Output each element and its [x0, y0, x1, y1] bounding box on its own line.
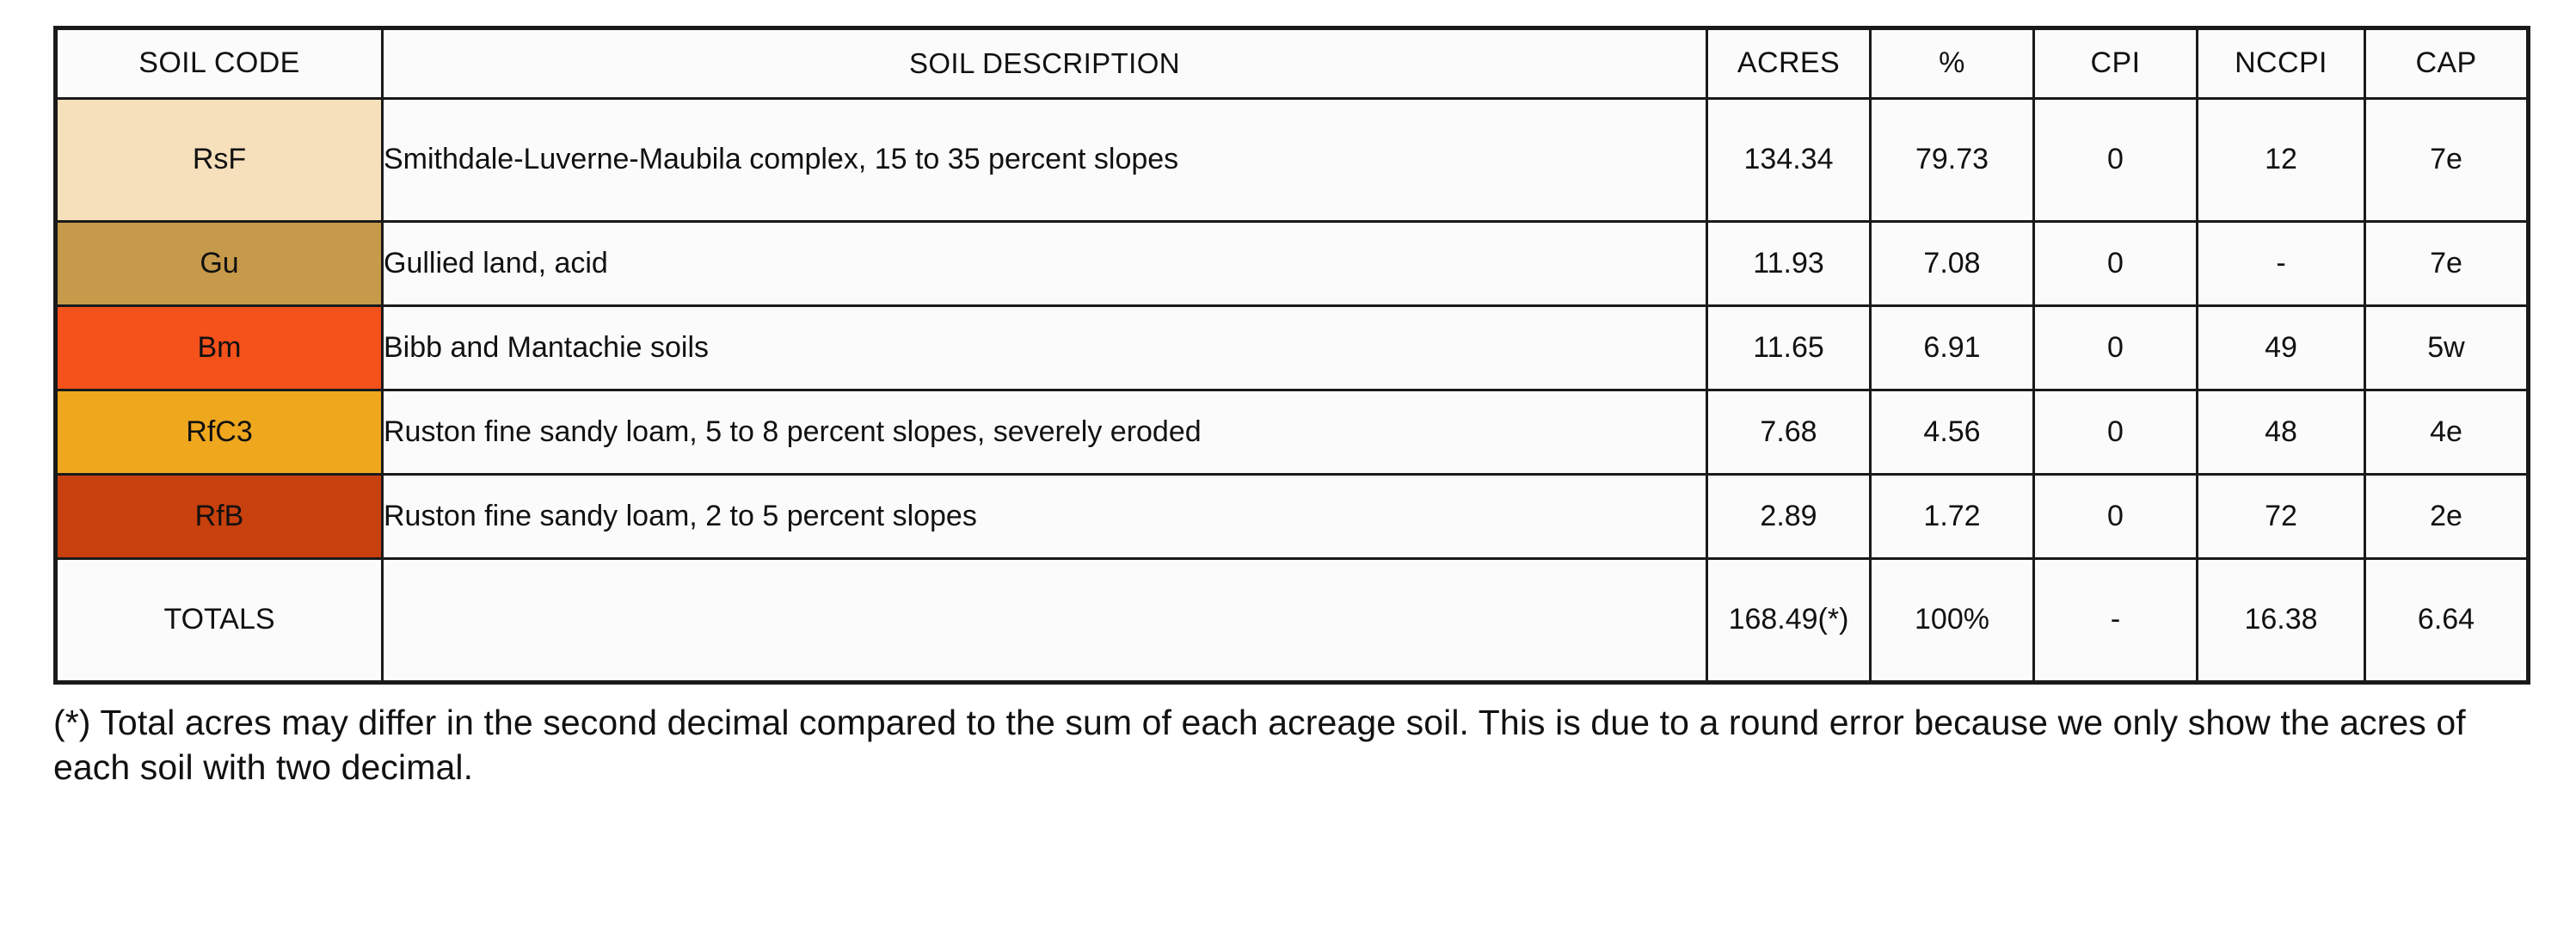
cap-cell: 7e — [2365, 222, 2529, 306]
table-row-totals — [56, 559, 2529, 683]
cap-cell: 7e — [2365, 99, 2529, 222]
percent-cell: 79.73 — [1871, 99, 2034, 222]
percent-cell: 4.56 — [1871, 390, 2034, 475]
soil-description-cell: Bibb and Mantachie soils — [383, 306, 1707, 390]
cap-cell: 5w — [2365, 306, 2529, 390]
table-row — [56, 222, 2529, 306]
soil-code-swatch-cell: RfC3 — [56, 390, 383, 475]
nccpi-cell: - — [2198, 222, 2365, 306]
table-header-row — [56, 28, 2529, 99]
totals-label-cell: TOTALS — [56, 559, 383, 683]
soil-code-swatch-cell: RfB — [56, 475, 383, 559]
cpi-cell: 0 — [2034, 390, 2198, 475]
soil-code-swatch-cell: Gu — [56, 222, 383, 306]
percent-cell: 1.72 — [1871, 475, 2034, 559]
acres-cell: 134.34 — [1707, 99, 1871, 222]
totals-acres-cell: 168.49(*) — [1707, 559, 1871, 683]
cpi-cell: 0 — [2034, 475, 2198, 559]
footnote-text: (*) Total acres may differ in the second decimal compared to the sum of each acreage soil. This is due to a round error because we only show the acres of each soil with two decimal. — [53, 703, 2466, 788]
percent-cell: 6.91 — [1871, 306, 2034, 390]
nccpi-cell: 12 — [2198, 99, 2365, 222]
table-row — [56, 99, 2529, 222]
acres-cell: 2.89 — [1707, 475, 1871, 559]
nccpi-cell: 48 — [2198, 390, 2365, 475]
column-header-soil-code: SOIL CODE — [56, 28, 383, 99]
column-header-nccpi: NCCPI — [2198, 28, 2365, 99]
totals-nccpi-cell: 16.38 — [2198, 559, 2365, 683]
column-header-soil-description: SOIL DESCRIPTION — [383, 28, 1707, 99]
table-row — [56, 475, 2529, 559]
table-header — [56, 28, 2529, 99]
soil-description-cell: Ruston fine sandy loam, 2 to 5 percent slopes — [383, 475, 1707, 559]
column-header-acres: ACRES — [1707, 28, 1871, 99]
column-header-cap: CAP — [2365, 28, 2529, 99]
acres-cell: 7.68 — [1707, 390, 1871, 475]
soil-summary-table — [53, 26, 2530, 685]
percent-cell: 7.08 — [1871, 222, 2034, 306]
cpi-cell: 0 — [2034, 99, 2198, 222]
nccpi-cell: 49 — [2198, 306, 2365, 390]
nccpi-cell: 72 — [2198, 475, 2365, 559]
totals-cap-cell: 6.64 — [2365, 559, 2529, 683]
cap-cell: 2e — [2365, 475, 2529, 559]
soil-code-swatch-cell: Bm — [56, 306, 383, 390]
table-row — [56, 390, 2529, 475]
acres-cell: 11.65 — [1707, 306, 1871, 390]
soil-description-cell: Ruston fine sandy loam, 5 to 8 percent slopes, severely eroded — [383, 390, 1707, 475]
table-row — [56, 306, 2529, 390]
totals-description-cell — [383, 559, 1707, 683]
column-header-percent: % — [1871, 28, 2034, 99]
cap-cell: 4e — [2365, 390, 2529, 475]
soil-description-cell: Gullied land, acid — [383, 222, 1707, 306]
cpi-cell: 0 — [2034, 306, 2198, 390]
soil-description-cell: Smithdale-Luverne-Maubila complex, 15 to 35 percent slopes — [383, 99, 1707, 222]
cpi-cell: 0 — [2034, 222, 2198, 306]
column-header-cpi: CPI — [2034, 28, 2198, 99]
totals-cpi-cell: - — [2034, 559, 2198, 683]
totals-percent-cell: 100% — [1871, 559, 2034, 683]
table-body — [56, 99, 2529, 683]
acres-cell: 11.93 — [1707, 222, 1871, 306]
soil-code-swatch-cell: RsF — [56, 99, 383, 222]
